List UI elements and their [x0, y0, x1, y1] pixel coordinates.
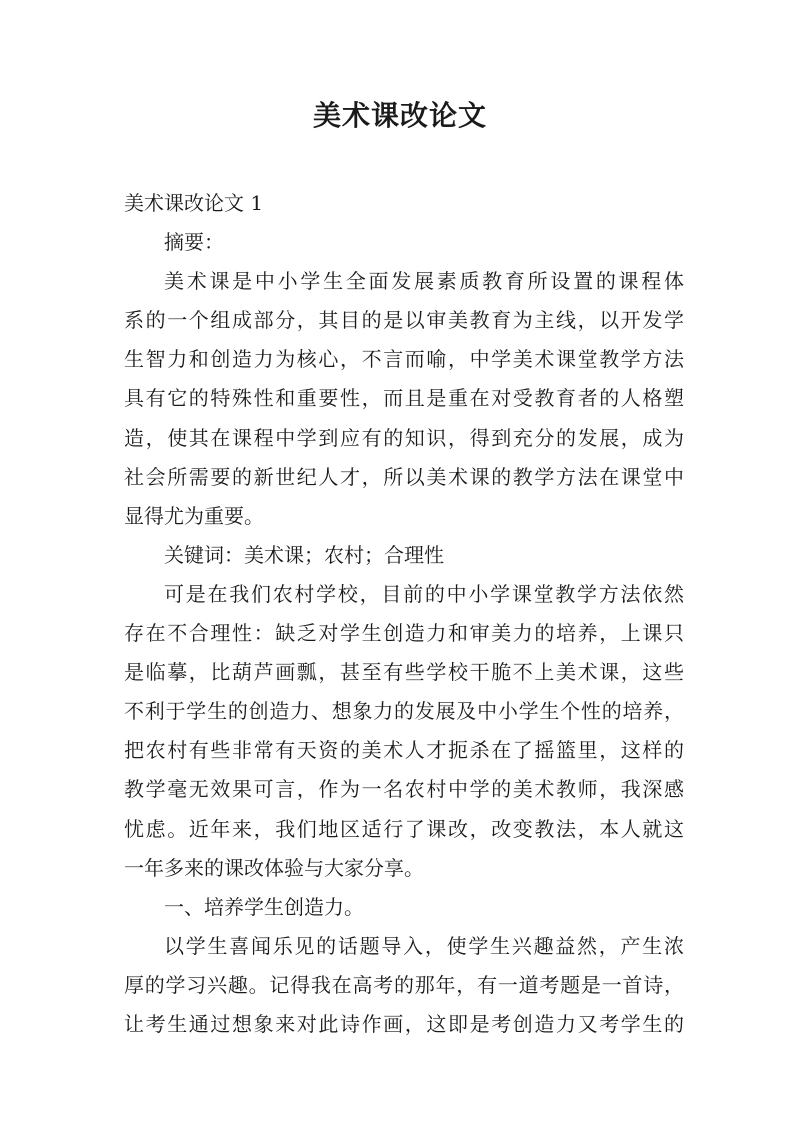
- keywords-line: 关键词：美术课；农村；合理性: [164, 542, 444, 567]
- abstract-line: 生智力和创造力为核心，不言而喻，中学美术课堂教学方法: [124, 347, 684, 372]
- section-heading: 美术课改论文 1: [124, 191, 264, 215]
- abstract-line: 具有它的特殊性和重要性，而且是重在对受教育者的人格塑: [124, 386, 684, 411]
- body-line: 不利于学生的创造力、想象力的发展及中小学生个性的培养，: [124, 699, 684, 724]
- section1-line: 让考生通过想象来对此诗作画，这即是考创造力又考学生的: [124, 1011, 684, 1036]
- section1-line: 以学生喜闻乐见的话题导入，使学生兴趣益然，产生浓: [164, 933, 684, 958]
- abstract-line: 显得尤为重要。: [124, 503, 264, 528]
- subheading: 一、培养学生创造力。: [164, 894, 364, 919]
- abstract-label: 摘要：: [164, 230, 224, 255]
- abstract-line: 系的一个组成部分，其目的是以审美教育为主线，以开发学: [124, 308, 684, 333]
- document-title: 美术课改论文: [312, 99, 487, 132]
- abstract-line: 社会所需要的新世纪人才，所以美术课的教学方法在课堂中: [124, 464, 684, 489]
- body-line: 一年多来的课改体验与大家分享。: [124, 855, 424, 880]
- body-line: 可是在我们农村学校，目前的中小学课堂教学方法依然: [164, 581, 684, 606]
- body-line: 是临摹，比葫芦画瓢，甚至有些学校干脆不上美术课，这些: [124, 660, 684, 685]
- body-line: 把农村有些非常有天资的美术人才扼杀在了摇篮里，这样的: [124, 738, 684, 763]
- body-line: 忧虑。近年来，我们地区适行了课改，改变教法，本人就这: [124, 816, 684, 841]
- body-line: 存在不合理性：缺乏对学生创造力和审美力的培养，上课只: [124, 621, 684, 646]
- document-body: [124, 184, 684, 1044]
- section1-line: 厚的学习兴趣。记得我在高考的那年，有一道考题是一首诗，: [124, 972, 684, 997]
- abstract-line: 美术课是中小学生全面发展素质教育所设置的课程体: [164, 269, 684, 294]
- body-line: 教学毫无效果可言，作为一名农村中学的美术教师，我深感: [124, 777, 684, 802]
- abstract-line: 造，使其在课程中学到应有的知识，得到充分的发展，成为: [124, 425, 684, 450]
